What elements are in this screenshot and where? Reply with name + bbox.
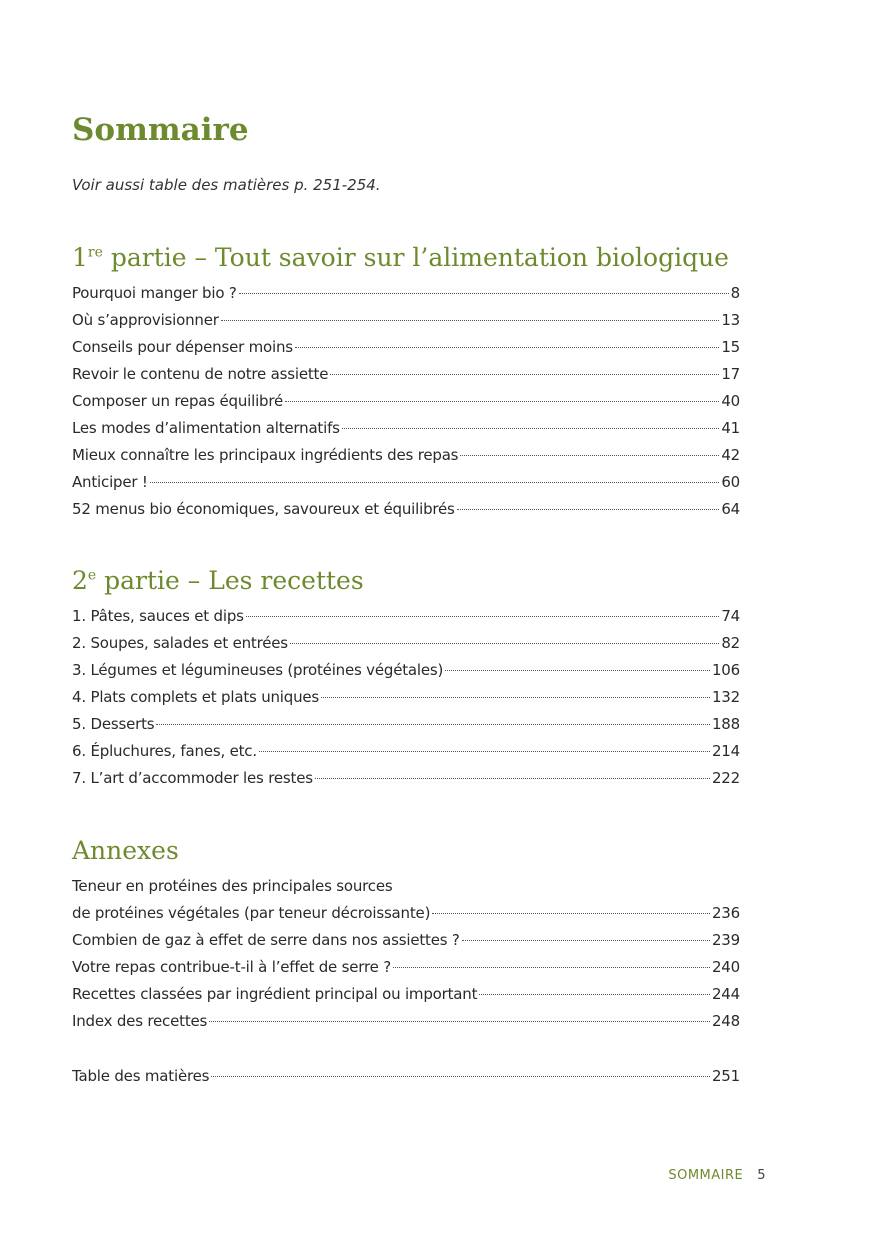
section-annexes [72, 833, 740, 1035]
entry-label: Où s’approvisionner [72, 311, 219, 329]
toc-entry[interactable] [72, 361, 740, 388]
toc-entry[interactable] [72, 684, 740, 711]
dot-leader [209, 1021, 710, 1022]
entry-page-number: 244 [711, 985, 740, 1003]
dot-leader [321, 697, 710, 698]
part2-heading: 2e partie – Les recettes [72, 566, 364, 595]
entry-label: 6. Épluchures, fanes, etc. [72, 742, 257, 760]
dot-leader [211, 1076, 710, 1077]
entry-label: 1. Pâtes, sauces et dips [72, 607, 244, 625]
entry-page-number: 82 [721, 634, 740, 652]
toc-entry[interactable] [72, 630, 740, 657]
dot-leader [342, 428, 720, 429]
entry-label: 5. Desserts [72, 715, 155, 733]
footer-page-number: 5 [757, 1168, 766, 1183]
dot-leader [460, 455, 719, 456]
toc-entry[interactable] [72, 954, 740, 981]
dot-leader [393, 967, 710, 968]
toc-entry[interactable] [72, 927, 740, 954]
entry-label: 52 menus bio économiques, savoureux et équilibrés [72, 500, 455, 518]
part1-entries [72, 280, 740, 523]
page-title: Sommaire [72, 112, 249, 148]
toc-entry[interactable] [72, 981, 740, 1008]
annexes-first-line: Teneur en protéines des principales sources [72, 877, 393, 895]
toc-entry[interactable] [72, 765, 740, 792]
toc-entry[interactable] [72, 469, 740, 496]
toc-entry[interactable] [72, 603, 740, 630]
dot-leader [457, 509, 720, 510]
section-part2 [72, 563, 740, 792]
dot-leader [479, 994, 710, 995]
dot-leader [246, 616, 720, 617]
toc-entry[interactable] [72, 657, 740, 684]
entry-page-number: 251 [711, 1067, 740, 1085]
entry-label: Pourquoi manger bio ? [72, 284, 237, 302]
page-subtitle: Voir aussi table des matières p. 251-254. [72, 176, 381, 194]
entry-page-number: 40 [721, 392, 740, 410]
entry-page-number: 64 [721, 500, 740, 518]
entry-label: Recettes classées par ingrédient principal ou important [72, 985, 478, 1003]
entry-label: Index des recettes [72, 1012, 208, 1030]
dot-leader [315, 778, 710, 779]
entry-page-number: 41 [721, 419, 740, 437]
dot-leader [150, 482, 720, 483]
entry-page-number: 248 [711, 1012, 740, 1030]
toc-entry[interactable] [72, 496, 740, 523]
dot-leader [156, 724, 710, 725]
dot-leader [290, 643, 719, 644]
entry-page-number: 106 [711, 661, 740, 679]
entry-page-number: 222 [711, 769, 740, 787]
entry-label: Mieux connaître les principaux ingrédients des repas [72, 446, 459, 464]
entry-label: 2. Soupes, salades et entrées [72, 634, 288, 652]
dot-leader [239, 293, 729, 294]
toc-entry[interactable] [72, 280, 740, 307]
toc-entry[interactable] [72, 307, 740, 334]
toc-entry[interactable] [72, 900, 740, 927]
entry-label: de protéines végétales (par teneur décroissante) [72, 904, 431, 922]
entry-label: Combien de gaz à effet de serre dans nos assiettes ? [72, 931, 460, 949]
entry-page-number: 17 [721, 365, 740, 383]
entry-page-number: 214 [711, 742, 740, 760]
page-footer [668, 1168, 766, 1183]
footer-label: SOMMAIRE [668, 1168, 744, 1183]
entry-page-number: 239 [711, 931, 740, 949]
toc-entry[interactable] [72, 1008, 740, 1035]
dot-leader [285, 401, 719, 402]
entry-page-number: 132 [711, 688, 740, 706]
dot-leader [330, 374, 719, 375]
entry-page-number: 236 [711, 904, 740, 922]
entry-label: Votre repas contribue-t-il à l’effet de serre ? [72, 958, 391, 976]
toc-entry-table-matieres[interactable] [72, 1063, 740, 1090]
toc-entry[interactable] [72, 334, 740, 361]
entry-label: Revoir le contenu de notre assiette [72, 365, 329, 383]
entry-label: 7. L’art d’accommoder les restes [72, 769, 313, 787]
dot-leader [462, 940, 710, 941]
entry-label: Anticiper ! [72, 473, 148, 491]
toc-entry[interactable] [72, 388, 740, 415]
entry-page-number: 13 [721, 311, 740, 329]
section-part1 [72, 240, 740, 523]
dot-leader [445, 670, 710, 671]
annexes-entries [72, 900, 740, 1035]
entry-label: Les modes d’alimentation alternatifs [72, 419, 340, 437]
entry-page-number: 15 [721, 338, 740, 356]
dot-leader [259, 751, 710, 752]
toc-entry[interactable] [72, 442, 740, 469]
entry-label: Composer un repas équilibré [72, 392, 284, 410]
section-table-matieres [72, 1063, 740, 1090]
entry-label: 4. Plats complets et plats uniques [72, 688, 320, 706]
toc-entry[interactable] [72, 415, 740, 442]
part1-heading: 1re partie – Tout savoir sur l’alimentation biologique [72, 243, 729, 272]
entry-page-number: 74 [721, 607, 740, 625]
entry-page-number: 188 [711, 715, 740, 733]
part2-entries [72, 603, 740, 792]
entry-page-number: 42 [721, 446, 740, 464]
dot-leader [221, 320, 720, 321]
entry-page-number: 60 [721, 473, 740, 491]
entry-label: Conseils pour dépenser moins [72, 338, 293, 356]
dot-leader [295, 347, 719, 348]
entry-page-number: 8 [730, 284, 740, 302]
dot-leader [432, 913, 710, 914]
entry-page-number: 240 [711, 958, 740, 976]
entry-label: 3. Légumes et légumineuses (protéines végétales) [72, 661, 444, 679]
toc-entry[interactable] [72, 738, 740, 765]
annexes-heading: Annexes [72, 836, 179, 865]
entry-label: Table des matières [72, 1067, 210, 1085]
toc-entry[interactable] [72, 711, 740, 738]
